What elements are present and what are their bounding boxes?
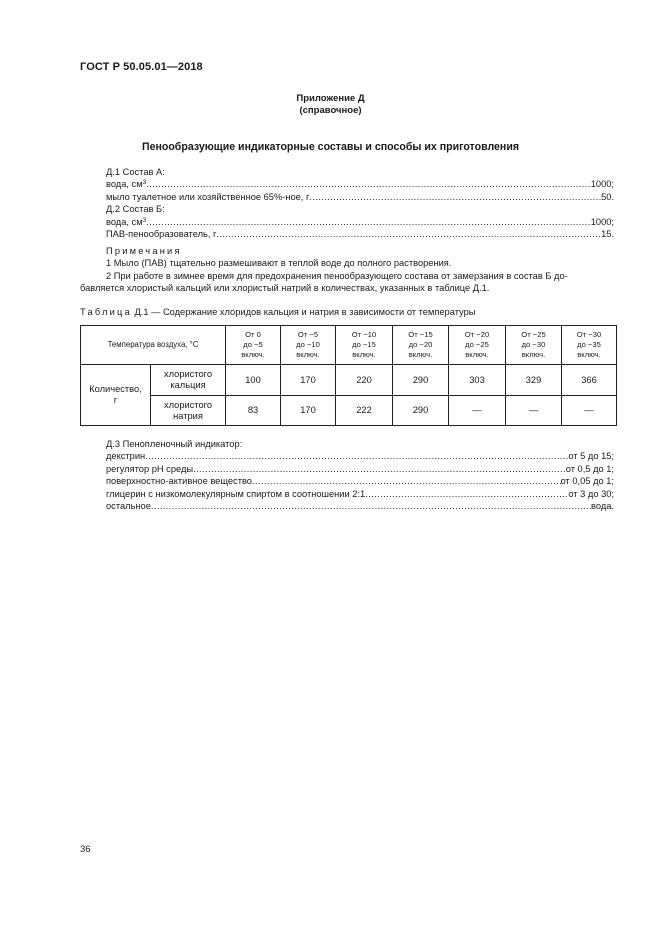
table-cell: 222 <box>336 396 393 426</box>
leader-dots <box>252 475 561 487</box>
leader-dots <box>146 178 591 190</box>
header-cell: От 0 до −5 включ. <box>226 326 281 365</box>
composition-a-item <box>106 178 614 190</box>
item-label: декстрин <box>106 451 146 462</box>
leader-dots <box>216 228 601 240</box>
item-label: остальное <box>106 500 151 511</box>
table-cell: — <box>449 396 506 426</box>
item-value: от 0,05 до 1; <box>560 476 614 487</box>
composition-b-item <box>106 228 614 240</box>
leader-dots <box>145 450 568 462</box>
item-label: глицерин с низкомолекулярным спиртом в соотношении 2:1 <box>106 488 366 499</box>
item-value: от 3 до 30; <box>568 488 614 499</box>
table-cell: 170 <box>281 396 336 426</box>
annex-title: Приложение Д <box>296 93 365 104</box>
page-number: 36 <box>80 844 91 855</box>
compositions-ab <box>106 166 614 240</box>
item-label: поверхностно-активное вещество <box>106 476 252 487</box>
item-value: 1000; <box>590 179 614 190</box>
section-heading: Пенообразующие индикаторные составы и способы их приготовления <box>141 141 520 153</box>
annex-type: (справочное) <box>299 105 362 116</box>
table-cell: 100 <box>226 365 281 396</box>
table-cell: 329 <box>506 365 562 396</box>
composition-c-title: Д.3 Пенопленочный индикатор: <box>106 439 243 449</box>
composition-a-title: Д.1 Состав А: <box>106 167 165 177</box>
header-cell: От −30 до −35 включ. <box>562 326 617 365</box>
table-cell: 303 <box>449 365 506 396</box>
item-value: 50. <box>601 191 614 202</box>
item-label: регулятор рН среды <box>106 463 194 474</box>
table-cell: 290 <box>393 365 449 396</box>
item-value: от 5 до 15; <box>568 451 614 462</box>
composition-c <box>106 438 614 512</box>
item-label: ПАВ-пенообразователь, г <box>106 228 217 239</box>
composition-a-item <box>106 191 614 203</box>
table-cell: 290 <box>393 396 449 426</box>
header-cell: От −15 до −20 включ. <box>393 326 449 365</box>
item-value: 15. <box>601 228 614 239</box>
header-cell: От −5 до −10 включ. <box>281 326 336 365</box>
leader-dots <box>151 500 591 512</box>
table-cell: 83 <box>226 396 281 426</box>
leader-dots <box>365 488 568 500</box>
table-cell: — <box>506 396 562 426</box>
notes-title: Примечания <box>106 246 182 256</box>
leader-dots <box>146 216 591 228</box>
composition-c-item <box>106 488 614 500</box>
table-header-row <box>81 326 617 365</box>
composition-c-item <box>106 450 614 462</box>
composition-c-item <box>106 463 614 475</box>
table-cell: — <box>562 396 617 426</box>
note-2-line-1: 2 При работе в зимнее время для предохранения пенообразующего состава от замерзания в состав Б до- <box>106 270 568 281</box>
row-label: хлористого кальция <box>151 365 226 396</box>
header-cell: От −20 до −25 включ. <box>449 326 506 365</box>
header-corner: Температура воздуха, °С <box>81 326 226 365</box>
leader-dots <box>309 191 601 203</box>
item-label: мыло туалетное или хозяйственное 65%-ное, г <box>106 191 310 202</box>
note-2-continuation: бавляется хлористый кальций или хлористый натрий в количествах, указанных в таблице Д.1. <box>80 283 490 293</box>
item-value: 1000; <box>590 216 614 227</box>
header-cell: От −25 до −30 включ. <box>506 326 562 365</box>
table-row <box>81 365 617 396</box>
note-1: 1 Мыло (ПАВ) тщательно размешивают в теплой воде до полного растворения. <box>106 258 452 269</box>
composition-b-title: Д.2 Состав Б: <box>106 204 165 215</box>
header-cell: От −10 до −15 включ. <box>336 326 393 365</box>
row-label: хлористого натрия <box>151 396 226 426</box>
composition-c-item <box>106 475 614 487</box>
item-value: от 0,5 до 1; <box>565 463 614 474</box>
leader-dots <box>193 463 566 475</box>
table-cell: 170 <box>281 365 336 396</box>
quantity-label: Количество, г <box>81 365 151 426</box>
table-cell: 366 <box>562 365 617 396</box>
table-cell: 220 <box>336 365 393 396</box>
composition-c-item <box>106 500 614 512</box>
table-caption: Таблица Д.1 — Содержание хлоридов кальция и натрия в зависимости от температуры <box>80 307 476 317</box>
standard-designation: ГОСТ Р 50.05.01—2018 <box>80 61 203 73</box>
table-row <box>81 396 617 426</box>
item-label: вода, $см^3$ <box>106 179 147 190</box>
item-label: вода, $см^3$ <box>106 216 147 227</box>
chloride-table <box>80 325 617 426</box>
notes <box>106 245 614 282</box>
item-value: вода. <box>591 500 614 511</box>
composition-b-item <box>106 216 614 228</box>
